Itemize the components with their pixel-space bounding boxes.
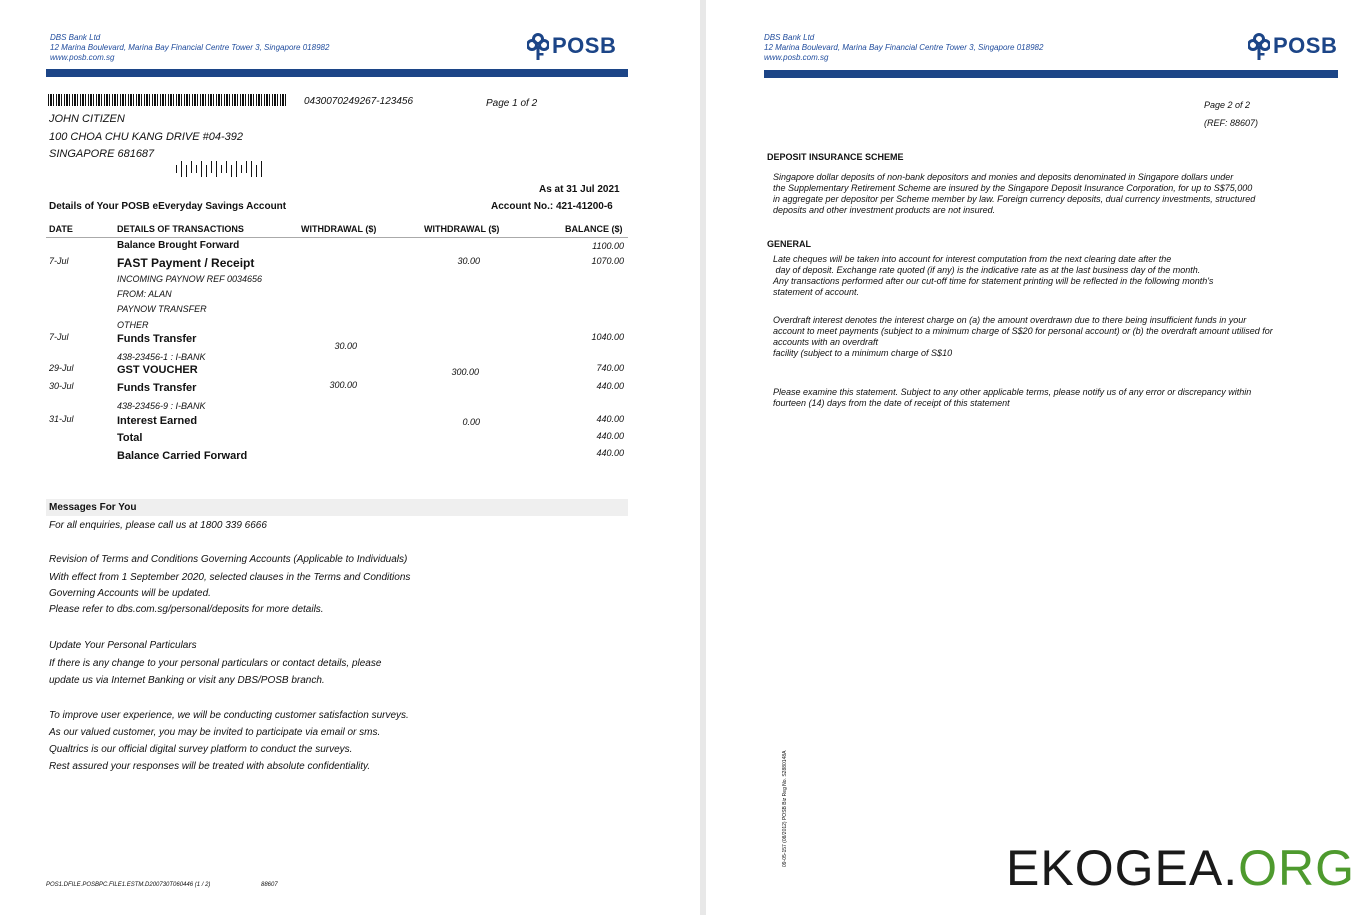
text-line: fourteen (14) days from the date of receipt of this statement	[773, 398, 1010, 408]
text-line: the Supplementary Retirement Scheme are insured by the Singapore Deposit Insurance Corporation, for up to S$75,000	[773, 183, 1253, 193]
posb-logo-text: POSB	[1273, 33, 1338, 58]
bank-address-block	[764, 33, 1043, 63]
account-title: Details of Your POSB eEveryday Savings Account	[49, 201, 287, 212]
reference-number: (REF: 88607)	[1204, 118, 1259, 128]
row-label: FAST Payment / Receipt	[117, 256, 255, 270]
row-amount: 300.00	[329, 380, 357, 390]
bank-website: www.posb.com.sg	[764, 53, 829, 62]
row-balance: 440.00	[596, 431, 624, 441]
text-line: statement of account.	[773, 287, 860, 297]
col-header-withdrawal-2: WITHDRAWAL ($)	[424, 224, 500, 234]
row-note: PAYNOW TRANSFER	[117, 304, 207, 314]
deposit-insurance-text	[773, 172, 1255, 216]
messages-title: Messages For You	[49, 502, 137, 513]
row-date: 7-Jul	[49, 332, 69, 342]
col-header-balance: BALANCE ($)	[565, 224, 623, 234]
account-number: Account No.: 421-41200-6	[491, 201, 613, 212]
col-header-date: DATE	[49, 224, 73, 234]
text-line: facility (subject to a minimum charge of S$10	[773, 348, 953, 358]
row-balance: 1100.00	[592, 241, 624, 251]
row-balance: 440.00	[596, 414, 624, 424]
text-line: Overdraft interest denotes the interest charge on (a) the amount overdrawn due to there being insufficient funds in your	[773, 315, 1247, 325]
row-date: 31-Jul	[49, 414, 74, 424]
customer-name: JOHN CITIZEN	[49, 113, 125, 125]
row-note: FROM: ALAN	[117, 289, 172, 299]
message-line: Qualtrics is our official digital survey platform to conduct the surveys.	[49, 744, 353, 755]
row-label: GST VOUCHER	[117, 364, 198, 376]
message-line: Rest assured your responses will be treated with absolute confidentiality.	[49, 761, 371, 772]
row-balance: 440.00	[596, 381, 624, 391]
message-line: Please refer to dbs.com.sg/personal/deposits for more details.	[49, 604, 324, 615]
watermark-part2: ORG	[1238, 840, 1355, 896]
row-label: Balance Carried Forward	[117, 450, 248, 462]
row-date: 30-Jul	[49, 381, 74, 391]
row-date: 7-Jul	[49, 256, 69, 266]
row-balance: 1070.00	[591, 256, 624, 266]
posb-logo	[1248, 31, 1337, 61]
vertical-form-code: 09-05-157 (08/2012) POSB Biz Reg No. S2880148A	[782, 750, 788, 867]
general-text-3	[773, 387, 1251, 409]
row-amount: 0.00	[462, 417, 480, 427]
posb-key-icon	[527, 31, 549, 61]
posb-key-icon	[1248, 31, 1270, 61]
account-reference: 0430070249267-123456	[304, 96, 413, 107]
posb-logo	[527, 31, 616, 61]
text-line: day of deposit. Exchange rate quoted (if any) is the indicative rate as at the last business day of the month.	[773, 265, 1201, 275]
account-barcode	[48, 94, 288, 106]
bank-address: 12 Marina Boulevard, Marina Bay Financial Centre Tower 3, Singapore 018982	[764, 43, 1044, 52]
customer-address-line2: SINGAPORE 681687	[49, 148, 155, 160]
row-label: Total	[117, 432, 143, 444]
col-header-details: DETAILS OF TRANSACTIONS	[117, 224, 244, 234]
text-line: account to meet payments (subject to a minimum charge of S$20 for personal account) or (b) the overdraft amount utilised for	[773, 326, 1273, 336]
page-number: Page 2 of 2	[1204, 100, 1251, 110]
text-line: Late cheques will be taken into account for interest computation from the next clearing date after the	[773, 254, 1172, 264]
message-line: As our valued customer, you may be invited to participate via email or sms.	[49, 727, 381, 738]
bank-website: www.posb.com.sg	[50, 53, 115, 62]
general-title: GENERAL	[767, 239, 812, 249]
row-balance: 1040.00	[591, 332, 624, 342]
footer-ref-code: 88607	[261, 882, 278, 888]
enquiries-text: For all enquiries, please call us at 1800 339 6666	[49, 520, 267, 531]
text-line: Any transactions performed after our cut-off time for statement printing will be reflected in the following month's	[773, 276, 1214, 286]
posb-logo-text: POSB	[552, 33, 617, 58]
message-line: If there is any change to your personal particulars or contact details, please	[49, 658, 382, 669]
row-date: 29-Jul	[49, 363, 74, 373]
row-note: 438-23456-9 : I-BANK	[117, 401, 206, 411]
text-line: Please examine this statement. Subject to any other applicable terms, please notify us of any error or discrepancy within	[773, 387, 1252, 397]
row-note: OTHER	[117, 320, 149, 330]
message-line: Revision of Terms and Conditions Governing Accounts (Applicable to Individuals)	[49, 554, 408, 565]
postal-barcode	[176, 161, 266, 177]
deposit-insurance-title: DEPOSIT INSURANCE SCHEME	[767, 152, 904, 162]
row-balance: 440.00	[596, 448, 624, 458]
general-text-1	[773, 254, 1213, 298]
row-amount: 30.00	[457, 256, 480, 266]
footer-file-code: POS1.DFILE.POSBPC.FILE1.ESTM.D200730T060446 (1 / 2)	[46, 882, 211, 888]
customer-address-line1: 100 CHOA CHU KANG DRIVE #04-392	[49, 131, 243, 143]
message-line: Update Your Personal Particulars	[49, 640, 197, 651]
row-amount: 30.00	[334, 341, 357, 351]
message-line: Governing Accounts will be updated.	[49, 588, 211, 599]
row-balance: 740.00	[596, 363, 624, 373]
message-line: To improve user experience, we will be conducting customer satisfaction surveys.	[49, 710, 409, 721]
bank-address: 12 Marina Boulevard, Marina Bay Financial Centre Tower 3, Singapore 018982	[50, 43, 330, 52]
watermark	[1006, 839, 1355, 897]
watermark-part1: EKOGEA.	[1006, 840, 1239, 896]
row-note: INCOMING PAYNOW REF 0034656	[117, 274, 263, 284]
statement-date: As at 31 Jul 2021	[539, 184, 620, 195]
bank-address-block	[50, 33, 329, 63]
page-number: Page 1 of 2	[486, 98, 538, 109]
header-divider	[46, 237, 628, 238]
row-note: 438-23456-1 : I-BANK	[117, 352, 206, 362]
message-line: update us via Internet Banking or visit any DBS/POSB branch.	[49, 675, 325, 686]
text-line: accounts with an overdraft	[773, 337, 879, 347]
text-line: in aggregate per depositor per Scheme member by law. Foreign currency deposits, dual currency investments, structured	[773, 194, 1256, 204]
row-label: Interest Earned	[117, 415, 198, 427]
bank-name: DBS Bank Ltd	[764, 33, 815, 42]
statement-page-2	[706, 0, 1367, 915]
header-bar	[46, 69, 628, 77]
col-header-withdrawal: WITHDRAWAL ($)	[301, 224, 377, 234]
row-label: Balance Brought Forward	[117, 240, 240, 251]
row-amount: 300.00	[451, 367, 479, 377]
text-line: Singapore dollar deposits of non-bank depositors and monies and deposits denominated in Singapore dollars under	[773, 172, 1234, 182]
text-line: deposits and other investment products are not insured.	[773, 205, 996, 215]
message-line: With effect from 1 September 2020, selected clauses in the Terms and Conditions	[49, 572, 411, 583]
bank-name: DBS Bank Ltd	[50, 33, 101, 42]
general-text-2	[773, 315, 1273, 359]
header-bar	[764, 70, 1338, 78]
row-label: Funds Transfer	[117, 333, 197, 345]
row-label: Funds Transfer	[117, 382, 197, 394]
